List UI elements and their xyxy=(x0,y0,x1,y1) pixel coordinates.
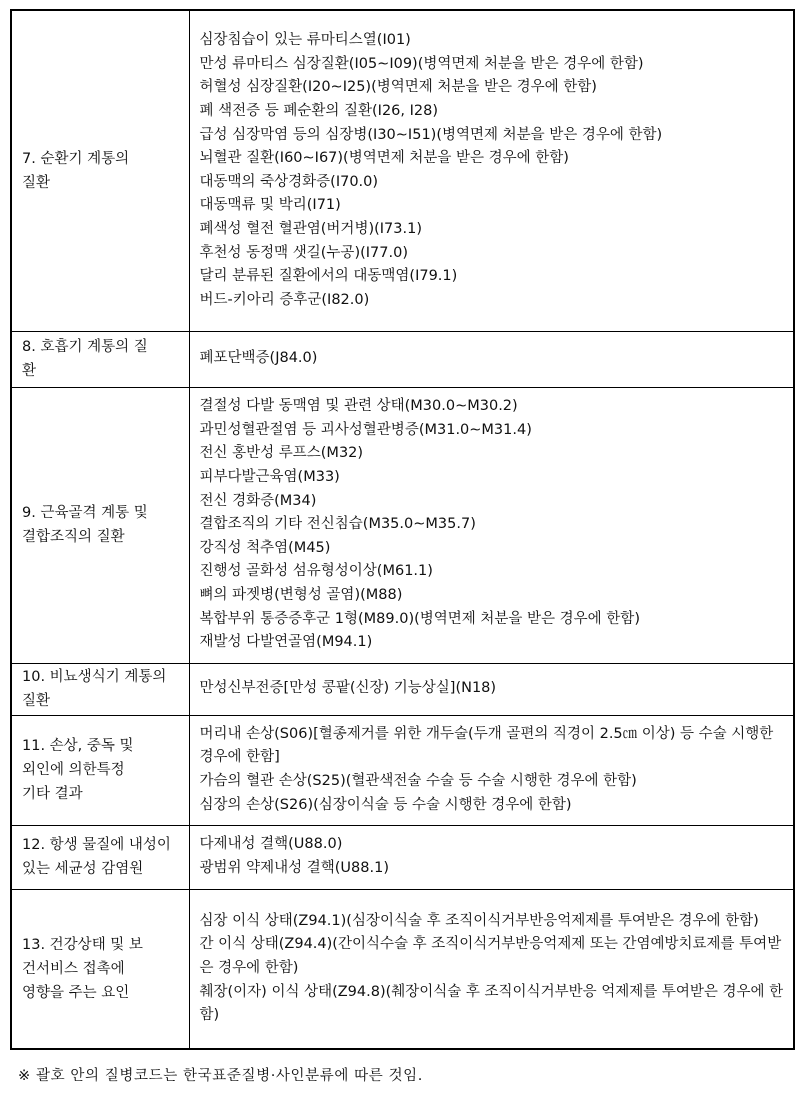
list-item: 폐포단백증(J84.0) xyxy=(199,350,318,367)
items-cell xyxy=(189,663,794,715)
list-item: 달리 분류된 질환에서의 대동맥염(I79.1) xyxy=(199,268,458,285)
category-cell xyxy=(11,331,189,387)
list-item: 간 이식 상태(Z94.4)(간이식수술 후 조직이식거부반응억제제 또는 간염예방치료제를 투여받은 경우에 한함) xyxy=(199,936,782,976)
list-item: 전신 홍반성 루프스(M32) xyxy=(199,445,364,462)
list-item: 만성신부전증[만성 콩팥(신장) 기능상실](N18) xyxy=(199,680,497,697)
category-cell xyxy=(11,889,189,1049)
list-item: 폐 색전증 등 폐순환의 질환(I26, I28) xyxy=(199,102,438,119)
list-item: 결합조직의 기타 전신침습(M35.0∼M35.7) xyxy=(199,516,476,533)
table-row xyxy=(11,715,794,825)
list-item: 복합부위 통증증후군 1형(M89.0)(병역면제 처분을 받은 경우에 한함) xyxy=(199,610,640,627)
list-item: 심장의 손상(S26)(심장이식술 등 수술 시행한 경우에 한함) xyxy=(199,796,572,813)
table-row xyxy=(11,331,794,387)
list-item: 허혈성 심장질환(I20∼I25)(병역면제 처분을 받은 경우에 한함) xyxy=(199,79,597,96)
table-row xyxy=(11,387,794,663)
footnote: ※ 괄호 안의 질병코드는 한국표준질병·사인분류에 따른 것임. xyxy=(18,1068,423,1084)
category-label: 13. 건강상태 및 보 건서비스 접촉에 영향을 주는 요인 xyxy=(22,936,143,1001)
category-label: 8. 호흡기 계통의 질 환 xyxy=(22,339,148,379)
table-row xyxy=(11,663,794,715)
list-item: 만성 류마티스 심장질환(I05∼I09)(병역면제 처분을 받은 경우에 한함) xyxy=(199,55,644,72)
list-item: 머리내 손상(S06)[혈종제거를 위한 개두술(두개 골편의 직경이 2.5㎝ 이상) 등 수술 시행한 경우에 한함] xyxy=(199,725,774,766)
category-label: 10. 비뇨생식기 계통의 질환 xyxy=(22,669,167,709)
table-row xyxy=(11,889,794,1049)
category-cell xyxy=(11,663,189,715)
items-cell xyxy=(189,10,794,331)
list-item: 폐색성 혈전 혈관염(버거병)(I73.1) xyxy=(199,220,422,237)
list-item: 결절성 다발 동맥염 및 관련 상태(M30.0∼M30.2) xyxy=(199,398,518,415)
disease-table xyxy=(10,9,795,1050)
items-cell xyxy=(189,387,794,663)
category-label: 11. 손상, 중독 및 외인에 의한특정 기타 결과 xyxy=(22,738,134,802)
list-item: 뇌혈관 질환(I60∼I67)(병역면제 처분을 받은 경우에 한함) xyxy=(199,150,569,167)
list-item: 버드-키아리 증후군(I82.0) xyxy=(199,291,370,308)
list-item: 심장 이식 상태(Z94.1)(심장이식술 후 조직이식거부반응억제제를 투여받은 경우에 한함) xyxy=(199,912,759,929)
items-cell xyxy=(189,889,794,1049)
table-row xyxy=(11,825,794,889)
list-item: 강직성 척추염(M45) xyxy=(199,539,331,556)
document-page xyxy=(10,9,795,1085)
list-item: 피부다발근육염(M33) xyxy=(199,469,340,486)
table-row xyxy=(11,10,794,331)
items-cell xyxy=(189,331,794,387)
list-item: 진행성 골화성 섬유형성이상(M61.1) xyxy=(199,563,433,580)
category-cell xyxy=(11,715,189,825)
category-label: 9. 근육골격 계통 및 결합조직의 질환 xyxy=(22,505,148,545)
items-cell xyxy=(189,825,794,889)
category-cell xyxy=(11,825,189,889)
list-item: 재발성 다발연골염(M94.1) xyxy=(199,634,373,651)
list-item: 대동맥의 죽상경화증(I70.0) xyxy=(199,173,379,190)
list-item: 급성 심장막염 등의 심장병(I30∼I51)(병역면제 처분을 받은 경우에 한함) xyxy=(199,126,663,143)
category-label: 12. 항생 물질에 내성이 있는 세균성 감염원 xyxy=(22,837,171,877)
category-cell xyxy=(11,10,189,331)
list-item: 대동맥류 및 박리(I71) xyxy=(199,197,341,214)
list-item: 가슴의 혈관 손상(S25)(혈관색전술 수술 등 수술 시행한 경우에 한함) xyxy=(199,773,637,789)
category-cell xyxy=(11,387,189,663)
list-item: 심장침습이 있는 류마티스열(I01) xyxy=(199,32,411,49)
list-item: 전신 경화증(M34) xyxy=(199,492,317,509)
category-label: 7. 순환기 계통의 질환 xyxy=(22,150,130,191)
list-item: 후천성 동정맥 샛길(누공)(I77.0) xyxy=(199,244,408,261)
list-item: 췌장(이자) 이식 상태(Z94.8)(췌장이식술 후 조직이식거부반응 억제제를 투여받은 경우에 한함) xyxy=(199,983,784,1024)
list-item: 뼈의 파젯병(변형성 골염)(M88) xyxy=(199,586,403,603)
items-cell xyxy=(189,715,794,825)
list-item: 광범위 약제내성 결핵(U88.1) xyxy=(199,860,389,876)
list-item: 과민성혈관절염 등 괴사성혈관병증(M31.0∼M31.4) xyxy=(199,421,532,438)
list-item: 다제내성 결핵(U88.0) xyxy=(199,836,343,853)
